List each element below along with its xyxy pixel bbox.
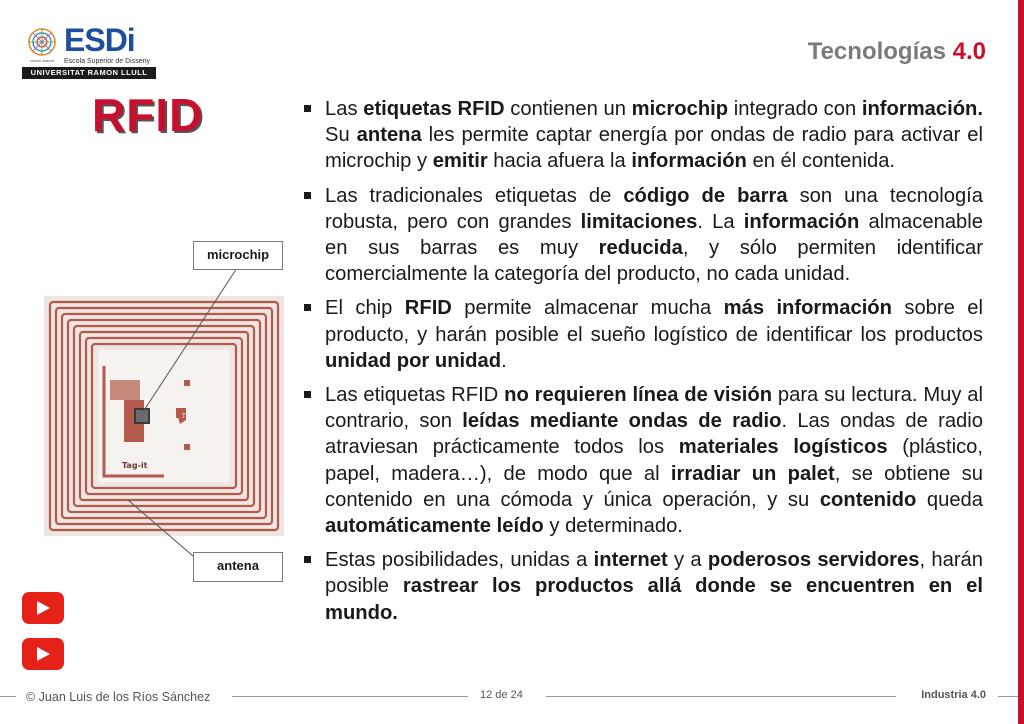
esdi-globe-icon — [26, 26, 58, 58]
footer-divider — [0, 696, 16, 697]
logo-wordmark: ESDi — [64, 22, 135, 58]
footer-author: © Juan Luis de los Ríos Sánchez — [26, 690, 211, 704]
rfid-tag-image — [44, 296, 284, 536]
bullet-item-1: Las etiquetas RFID contienen un microchip integrado con información. Su antena les permite captar energía por ondas de radio para activar el microchip y emitir hacia afuera la información en él contenida. — [300, 96, 983, 175]
slide-title: RFID — [92, 89, 204, 141]
play-icon — [37, 647, 50, 661]
antena-callout: antena — [193, 552, 283, 582]
footer-divider — [998, 696, 1018, 697]
microchip-callout: microchip — [193, 241, 283, 270]
footer-divider — [546, 696, 896, 697]
section-title-text: Tecnologías — [807, 38, 946, 65]
section-title — [808, 38, 986, 66]
logo-subtitle: Escola Superior de Disseny — [64, 58, 150, 65]
logo-mini-text: centre adscrit — [30, 58, 55, 63]
chip-logo-text: TI — [182, 413, 188, 420]
chip-brand-text: Tag-it — [122, 461, 148, 470]
right-edge-bar — [1018, 0, 1024, 724]
video-play-button-1[interactable] — [22, 592, 64, 624]
logo-university-bar: UNIVERSITAT RAMON LLULL — [22, 67, 156, 79]
bullet-item-2: Las tradicionales etiquetas de código de barra son una tecnología robusta, pero con grandes limitaciones. La información almacenable en sus barras es muy reducida, y sólo permiten identificar comercialmente la categoría del producto, no cada unidad. — [300, 183, 983, 288]
bullet-item-5: Estas posibilidades, unidas a internet y a poderosos servidores, harán posible rastrear los productos allá donde se encuentren en el mundo. — [300, 547, 983, 626]
bullet-item-4: Las etiquetas RFID no requieren línea de visión para su lectura. Muy al contrario, son leídas mediante ondas de radio. Las ondas de radio atraviesan prácticamente todos los materiales logísticos (plástico, papel, madera…), de modo que al irradiar un palet, se obtiene su contenido en una cómoda y única operación, y su contenido queda automáticamente leído y determinado. — [300, 382, 983, 539]
play-icon — [37, 601, 50, 615]
footer-divider — [232, 696, 468, 697]
esdi-logo — [22, 24, 158, 80]
footer-page-number: 12 de 24 — [480, 689, 523, 701]
video-play-button-2[interactable] — [22, 638, 64, 670]
footer-section: Industria 4.0 — [921, 689, 986, 701]
bullet-item-3: El chip RFID permite almacenar mucha más información sobre el producto, y harán posible el sueño logístico de identificar los productos unidad por unidad. — [300, 295, 983, 374]
bullet-list — [300, 96, 983, 634]
section-title-accent: 4.0 — [952, 38, 986, 65]
